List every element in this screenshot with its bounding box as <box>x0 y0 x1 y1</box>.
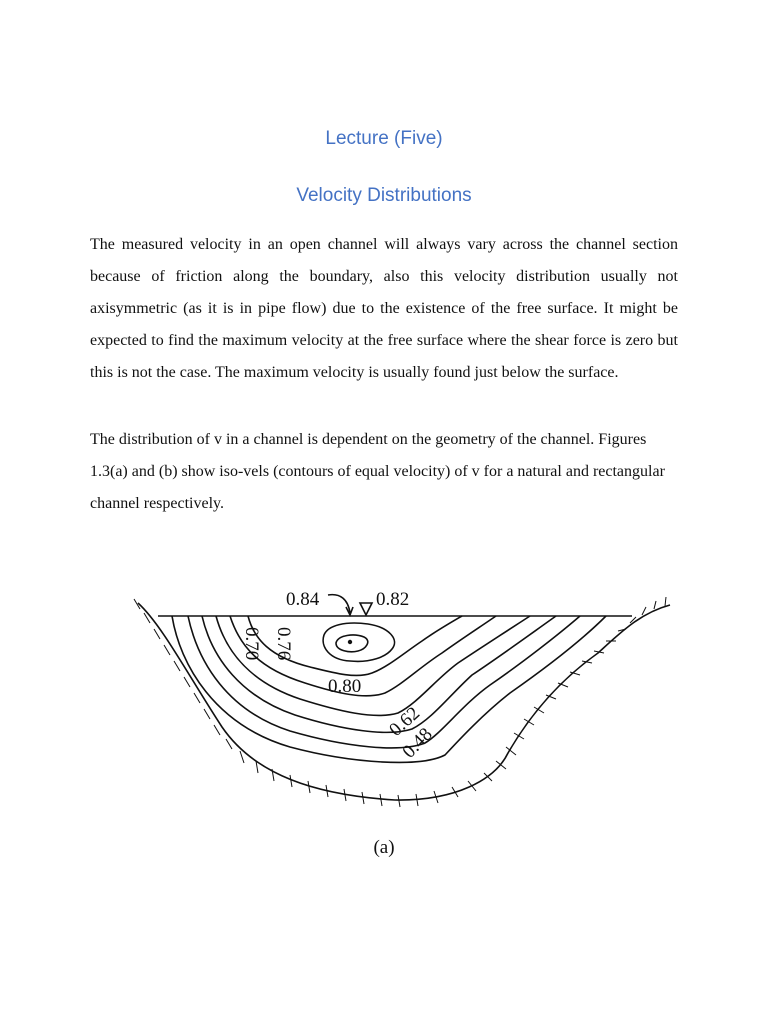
contour-label-062: 0.62 <box>385 702 425 741</box>
surface-label-082: 0.82 <box>376 589 410 610</box>
contour-label-048: 0.48 <box>398 723 437 763</box>
channel-bed <box>138 603 670 800</box>
paragraph-intro: The measured velocity in an open channel will always vary across the channel section because of friction along the boundary, also this velocity distribution usually not axisymmetric (as it is in pipe flow) due to the existence of the free surface. It might be expected to find the maximum velocity at the free surface where the shear force is zero but this is not the case. The maximum velocity is usually found just below the surface. <box>90 236 678 381</box>
bed-hatching <box>134 597 666 807</box>
paragraph-distribution: The distribution of v in a channel is dependent on the geometry of the channel. Figures 1.3(a) and (b) show iso-vels (contours of equal velocity) of v for a natural and rectangular channel respectively. <box>90 431 665 512</box>
water-surface-marker <box>360 603 372 615</box>
contour-label-080: 0.80 <box>328 676 362 697</box>
isovel-contour-070 <box>230 616 496 696</box>
isovel-contour-080 <box>323 623 394 661</box>
max-velocity-point <box>348 640 352 644</box>
section-title: Velocity Distributions <box>296 185 472 206</box>
lecture-title: Lecture (Five) <box>325 128 443 149</box>
surface-label-084: 0.84 <box>286 589 320 610</box>
figure-caption: (a) <box>373 837 395 858</box>
isovel-contour-084 <box>336 635 368 652</box>
contour-label-076: 0.76 <box>273 627 294 661</box>
isovel-figure <box>110 575 680 815</box>
contour-label-070: 0.70 <box>241 627 262 661</box>
isovel-contour <box>172 616 606 762</box>
surface-arrow <box>328 595 350 613</box>
